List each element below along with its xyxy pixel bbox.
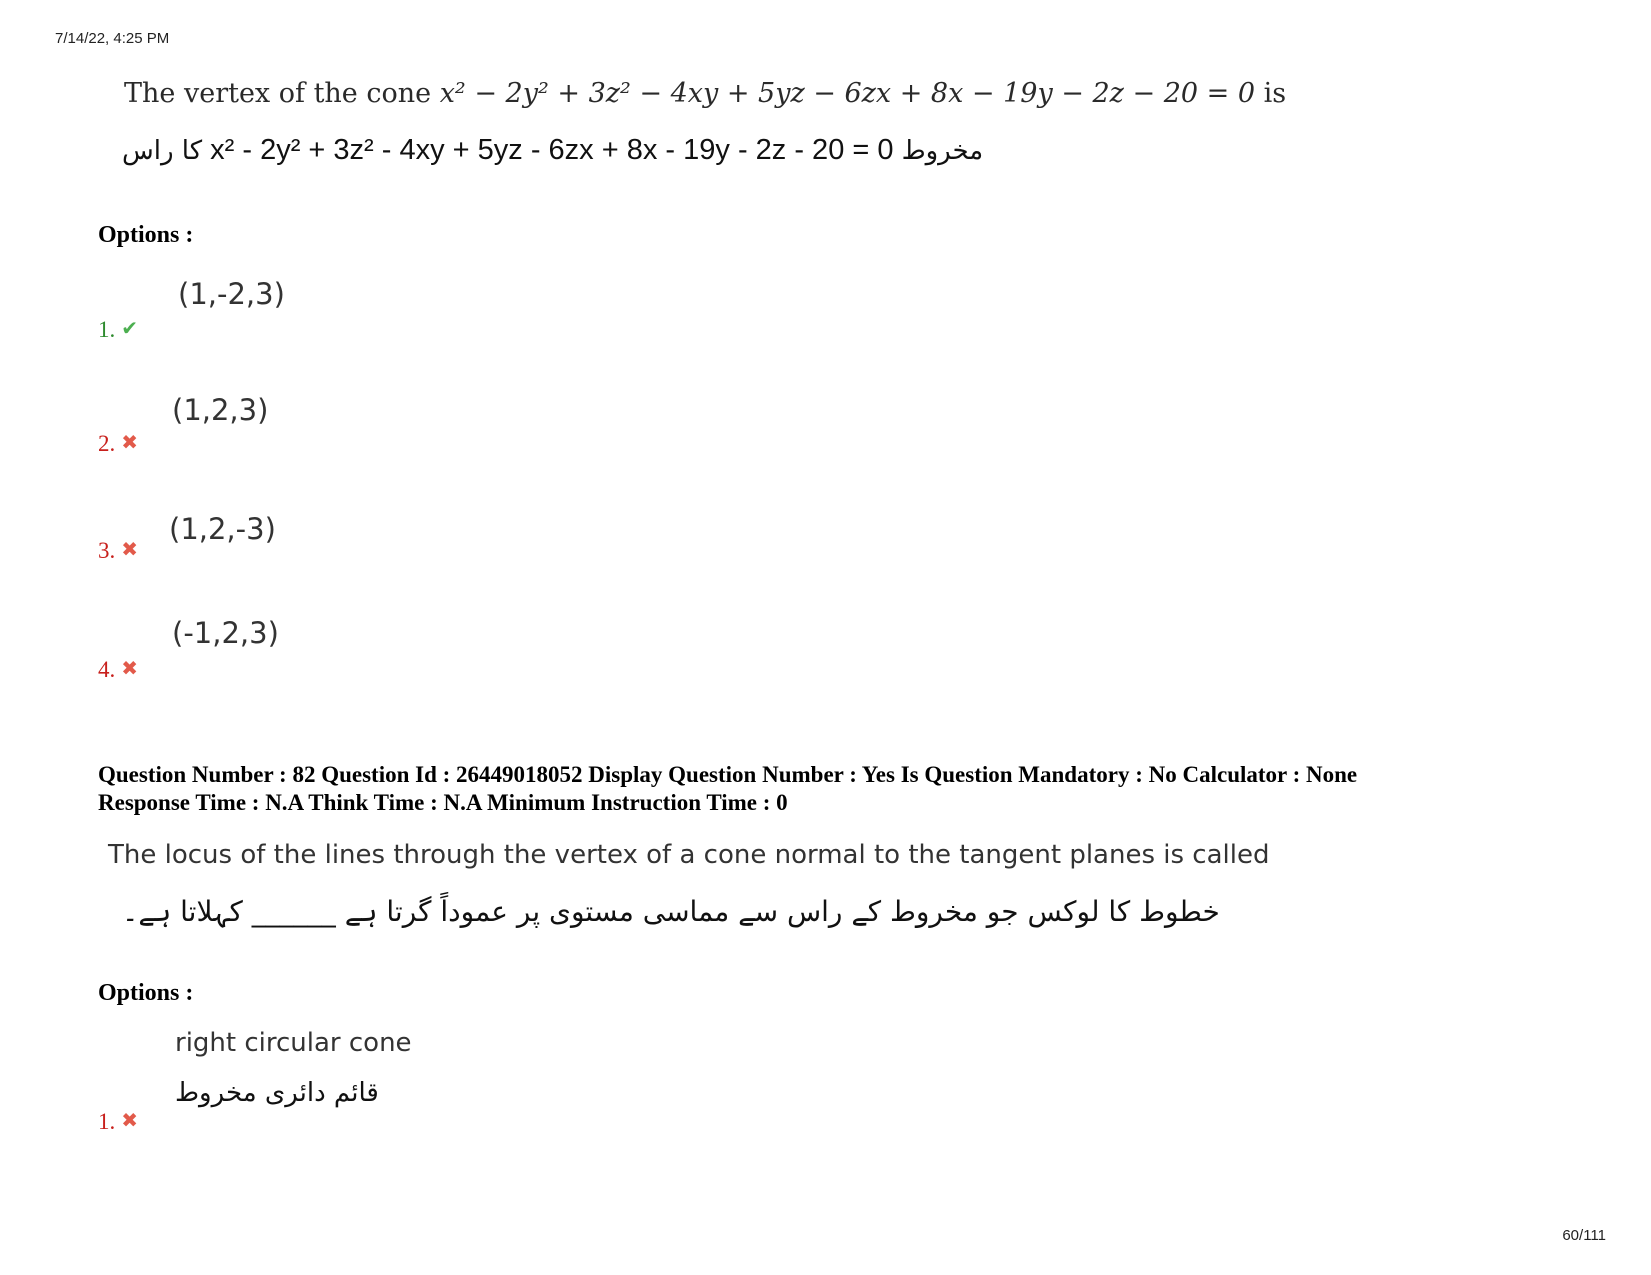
check-icon: ✔ <box>121 318 139 340</box>
q2-option-1-value-urdu: قائم دائری مخروط <box>175 1078 379 1108</box>
question-2-text-urdu: خطوط کا لوکس جو مخروط کے راس سے مماسی مستوی پر عموداً گرتا ہے ______ کہلاتا ہے۔ <box>122 895 1220 928</box>
question-text-prefix: The vertex of the cone <box>124 78 440 109</box>
options-heading: Options : <box>98 222 194 248</box>
question-urdu-equation: x² - 2y² + 3z² - 4xy + 5yz - 6zx + 8x - 19y - 2z - 20 = 0 <box>210 134 894 166</box>
cross-icon: ✖ <box>121 1110 139 1132</box>
option-2-number: 2. <box>98 431 116 456</box>
question-text <box>124 78 1286 109</box>
option-1-number: 1. <box>98 317 116 342</box>
print-timestamp: 7/14/22, 4:25 PM <box>55 30 170 47</box>
cross-icon: ✖ <box>121 539 139 561</box>
option-1 <box>98 316 138 343</box>
option-2 <box>98 430 138 457</box>
question-2-text: The locus of the lines through the vertex of a cone normal to the tangent planes is called <box>108 840 1270 870</box>
question-meta-line2: Response Time : N.A Think Time : N.A Minimum Instruction Time : 0 <box>98 790 788 815</box>
option-4 <box>98 656 138 683</box>
question-text-suffix: is <box>1255 78 1287 109</box>
options-heading-2: Options : <box>98 980 194 1006</box>
option-2-value: (1,2,3) <box>172 393 269 427</box>
option-3 <box>98 537 138 564</box>
q2-option-1 <box>98 1108 138 1135</box>
question-meta-line1: Question Number : 82 Question Id : 26449018052 Display Question Number : Yes Is Question Mandatory : No Calculator : None <box>98 762 1358 787</box>
question-meta <box>98 761 1598 817</box>
q2-option-1-value: right circular cone <box>175 1028 412 1058</box>
question-urdu-prefix: کا راس <box>122 136 203 166</box>
option-3-number: 3. <box>98 538 116 563</box>
q2-option-1-number: 1. <box>98 1109 116 1134</box>
option-1-value: (1,-2,3) <box>178 277 285 311</box>
option-4-number: 4. <box>98 657 116 682</box>
question-equation: x² − 2y² + 3z² − 4xy + 5yz − 6zx + 8x − 19y − 2z − 20 = 0 <box>439 78 1256 109</box>
option-4-value: (-1,2,3) <box>172 616 279 650</box>
question-urdu-suffix: مخروط <box>901 136 984 166</box>
question-text-urdu <box>122 134 983 167</box>
page-number: 60/111 <box>1562 1227 1606 1244</box>
option-3-value: (1,2,-3) <box>169 512 276 546</box>
cross-icon: ✖ <box>121 432 139 454</box>
cross-icon: ✖ <box>121 658 139 680</box>
